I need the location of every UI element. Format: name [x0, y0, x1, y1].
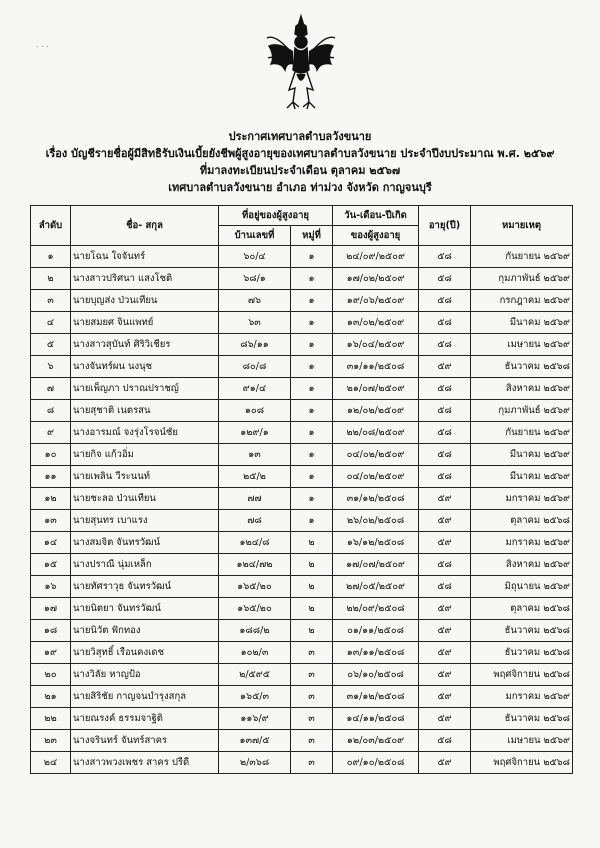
row-name: นายเพลิน วีระนนท์ — [71, 466, 219, 488]
registration-month: ที่มาลงทะเบียนประจำเดือน ตุลาคม ๒๕๖๗ — [199, 164, 401, 177]
row-number: ๒๔ — [31, 752, 71, 774]
row-note: ตุลาคม ๒๕๖๘ — [471, 598, 573, 620]
row-house-number: ๙๑/๔ — [219, 378, 291, 400]
row-birth-date: ๓๑/๑๑/๒๕๐๘ — [333, 356, 419, 378]
row-moo: ๑ — [291, 444, 333, 466]
row-birth-date: ๒๒/๐๘/๒๕๐๙ — [333, 422, 419, 444]
row-age: ๕๘ — [419, 290, 471, 312]
row-birth-date: ๑๓/๐๒/๒๕๐๙ — [333, 312, 419, 334]
row-age: ๕๙ — [419, 488, 471, 510]
header-address: ที่อยู่ของผู้สูงอายุ — [219, 206, 333, 226]
row-moo: ๑ — [291, 488, 333, 510]
row-age: ๕๘ — [419, 730, 471, 752]
row-birth-date: ๑๒/๐๒/๒๕๐๙ — [333, 400, 419, 422]
table-row — [31, 554, 573, 576]
row-note: กันยายน ๒๕๖๙ — [471, 422, 573, 444]
table-row — [31, 312, 573, 334]
row-number: ๒๑ — [31, 686, 71, 708]
row-house-number: ๑๑๖/๙ — [219, 708, 291, 730]
row-note: พฤศจิกายน ๒๕๖๘ — [471, 664, 573, 686]
row-birth-date: ๒๑/๐๗/๒๕๐๙ — [333, 378, 419, 400]
row-number: ๑๐ — [31, 444, 71, 466]
row-birth-date: ๐๖/๑๐/๒๕๐๘ — [333, 664, 419, 686]
row-birth-date: ๐๑/๑๑/๒๕๐๘ — [333, 620, 419, 642]
row-moo: ๒ — [291, 576, 333, 598]
table-row — [31, 598, 573, 620]
row-note: ธันวาคม ๒๕๖๘ — [471, 642, 573, 664]
row-house-number: ๑๐๒/๓ — [219, 642, 291, 664]
header-house: บ้านเลขที่ — [219, 226, 291, 246]
row-moo: ๓ — [291, 708, 333, 730]
row-house-number: ๑๐๘ — [219, 400, 291, 422]
row-age: ๕๙ — [419, 686, 471, 708]
header-dob-sub: ของผู้สูงอายุ — [333, 226, 419, 246]
row-age: ๕๘ — [419, 334, 471, 356]
row-number: ๔ — [31, 312, 71, 334]
table-row — [31, 620, 573, 642]
row-house-number: ๒/๓๖๘ — [219, 752, 291, 774]
row-house-number: ๑๖๕/๒๐ — [219, 598, 291, 620]
row-name: นายเพ็ญภา ปราณปราชญ์ — [71, 378, 219, 400]
row-name: นายสุชาติ เนตรสน — [71, 400, 219, 422]
row-note: กันยายน ๒๕๖๙ — [471, 246, 573, 268]
row-birth-date: ๑๗/๐๗/๒๕๐๙ — [333, 554, 419, 576]
row-age: ๕๘ — [419, 268, 471, 290]
table-row — [31, 378, 573, 400]
row-house-number: ๑๘๘/๒ — [219, 620, 291, 642]
row-age: ๕๙ — [419, 510, 471, 532]
row-name: นายวิสุทธิ์ เรือนคงเดช — [71, 642, 219, 664]
row-number: ๑ — [31, 246, 71, 268]
row-moo: ๓ — [291, 664, 333, 686]
row-name: นางวิลัย หาญป้อ — [71, 664, 219, 686]
row-name: นายสุนทร เบาแรง — [71, 510, 219, 532]
row-number: ๕ — [31, 334, 71, 356]
row-name: นายโฉน ใจจันทร์ — [71, 246, 219, 268]
row-house-number: ๑๒๔/๘ — [219, 532, 291, 554]
row-note: ธันวาคม ๒๕๖๘ — [471, 708, 573, 730]
row-number: ๒๓ — [31, 730, 71, 752]
header-note: หมายเหตุ — [471, 206, 573, 246]
row-age: ๕๙ — [419, 532, 471, 554]
table-row — [31, 466, 573, 488]
row-house-number: ๖๓ — [219, 312, 291, 334]
row-birth-date: ๒๗/๐๕/๒๕๐๙ — [333, 576, 419, 598]
row-note: สิงหาคม ๒๕๖๙ — [471, 554, 573, 576]
header-name: ชื่อ- สกุล — [71, 206, 219, 246]
row-birth-date: ๐๔/๐๒/๒๕๐๙ — [333, 444, 419, 466]
row-note: ธันวาคม ๒๕๖๘ — [471, 620, 573, 642]
row-number: ๒ — [31, 268, 71, 290]
row-number: ๑๕ — [31, 554, 71, 576]
row-number: ๑๒ — [31, 488, 71, 510]
row-note: กุมภาพันธ์ ๒๕๖๙ — [471, 400, 573, 422]
table-row — [31, 752, 573, 774]
table-row — [31, 532, 573, 554]
row-name: นายบุญส่ง ป่วนเทียน — [71, 290, 219, 312]
table-row — [31, 246, 573, 268]
row-house-number: ๑๒๔/๗๒ — [219, 554, 291, 576]
row-house-number: ๘๐/๘ — [219, 356, 291, 378]
row-name: นายกิจ แก้วอิ่ม — [71, 444, 219, 466]
row-number: ๑๔ — [31, 532, 71, 554]
table-row — [31, 334, 573, 356]
row-name: นายสมยศ จินแพทย์ — [71, 312, 219, 334]
row-number: ๒๐ — [31, 664, 71, 686]
header-dob: วัน-เดือน-ปีเกิด — [333, 206, 419, 226]
row-note: มิถุนายน ๒๕๖๙ — [471, 576, 573, 598]
row-house-number: ๑๖๕/๓ — [219, 686, 291, 708]
row-house-number: ๑๖๕/๒๐ — [219, 576, 291, 598]
header-moo: หมู่ที่ — [291, 226, 333, 246]
table-row — [31, 356, 573, 378]
row-note: มกราคม ๒๕๖๙ — [471, 686, 573, 708]
row-name: นายสิริชัย กาญจนบำรุงสกุล — [71, 686, 219, 708]
row-age: ๕๙ — [419, 356, 471, 378]
row-house-number: ๗๗ — [219, 488, 291, 510]
row-house-number: ๒๕/๒ — [219, 466, 291, 488]
table-row — [31, 510, 573, 532]
announcement-title: ประกาศเทศบาลตำบลวังขนาย — [228, 130, 372, 143]
row-birth-date: ๒๔/๐๙/๒๕๐๙ — [333, 246, 419, 268]
row-number: ๑๑ — [31, 466, 71, 488]
row-house-number: ๘๖/๑๑ — [219, 334, 291, 356]
row-birth-date: ๒๒/๐๙/๒๕๐๘ — [333, 598, 419, 620]
row-note: มีนาคม ๒๕๖๙ — [471, 312, 573, 334]
row-birth-date: ๑๗/๐๒/๒๕๐๙ — [333, 268, 419, 290]
row-birth-date: ๑๔/๑๑/๒๕๐๘ — [333, 708, 419, 730]
row-birth-date: ๒๖/๐๒/๒๕๐๘ — [333, 510, 419, 532]
row-house-number: ๗๖ — [219, 290, 291, 312]
row-moo: ๒ — [291, 620, 333, 642]
row-moo: ๑ — [291, 268, 333, 290]
row-moo: ๑ — [291, 400, 333, 422]
row-age: ๕๙ — [419, 752, 471, 774]
table-row — [31, 422, 573, 444]
table-row — [31, 730, 573, 752]
row-age: ๕๘ — [419, 422, 471, 444]
table-row — [31, 708, 573, 730]
announcement-subject: เรื่อง บัญชีรายชื่อผู้มีสิทธิรับเงินเบี้ยยังชีพผู้สูงอายุของเทศบาลตำบลวังขนาย ประจำปีงบประมาณ พ.ศ. ๒๕๖๙ — [45, 147, 555, 160]
row-name: นางสาวพวงเพชร สาคร ปรีดี — [71, 752, 219, 774]
row-note: มีนาคม ๒๕๖๙ — [471, 444, 573, 466]
row-note: พฤศจิกายน ๒๕๖๘ — [471, 752, 573, 774]
elderly-allowance-table — [30, 205, 573, 774]
row-birth-date: ๑๒/๐๓/๒๕๐๙ — [333, 730, 419, 752]
row-number: ๑๓ — [31, 510, 71, 532]
row-birth-date: ๑๖/๐๔/๒๕๐๙ — [333, 334, 419, 356]
row-name: นางสาวสุบันท์ ศิริวิเชียร — [71, 334, 219, 356]
row-number: ๑๗ — [31, 598, 71, 620]
row-note: สิงหาคม ๒๕๖๙ — [471, 378, 573, 400]
row-age: ๕๘ — [419, 400, 471, 422]
row-birth-date: ๑๓/๑๑/๒๕๐๘ — [333, 642, 419, 664]
header-age: อายุ(ปี) — [419, 206, 471, 246]
table-row — [31, 290, 573, 312]
row-moo: ๒ — [291, 598, 333, 620]
row-age: ๕๙ — [419, 708, 471, 730]
row-note: กุมภาพันธ์ ๒๕๖๙ — [471, 268, 573, 290]
row-moo: ๓ — [291, 752, 333, 774]
row-name: นางจันทร์ผน นงนุช — [71, 356, 219, 378]
row-name: นางอารมณ์ จงรุ่งโรจน์ชัย — [71, 422, 219, 444]
municipality-location: เทศบาลตำบลวังขนาย อำเภอ ท่าม่วง จังหวัด กาญจนบุรี — [168, 181, 432, 194]
row-name: นายชะลอ ป่วนเทียน — [71, 488, 219, 510]
row-note: มกราคม ๒๕๖๙ — [471, 488, 573, 510]
row-house-number: ๒/๕๙๕ — [219, 664, 291, 686]
row-age: ๕๙ — [419, 620, 471, 642]
row-moo: ๑ — [291, 356, 333, 378]
row-name: นายนิวัต ฟักทอง — [71, 620, 219, 642]
table-row — [31, 576, 573, 598]
row-moo: ๑ — [291, 290, 333, 312]
row-moo: ๒ — [291, 532, 333, 554]
row-name: นางสมจิต จันทรวัฒน์ — [71, 532, 219, 554]
row-birth-date: ๑๙/๐๖/๒๕๐๙ — [333, 290, 419, 312]
row-house-number: ๑๓๗/๕ — [219, 730, 291, 752]
row-moo: ๓ — [291, 730, 333, 752]
row-birth-date: ๓๑/๑๒/๒๕๐๘ — [333, 686, 419, 708]
row-name: นายทัศราวุธ จันทรวัฒน์ — [71, 576, 219, 598]
table-row — [31, 664, 573, 686]
row-moo: ๑ — [291, 334, 333, 356]
row-moo: ๒ — [291, 554, 333, 576]
row-note: กรกฎาคม ๒๕๖๙ — [471, 290, 573, 312]
row-moo: ๓ — [291, 686, 333, 708]
table-row — [31, 400, 573, 422]
row-number: ๓ — [31, 290, 71, 312]
row-note: ตุลาคม ๒๕๖๘ — [471, 510, 573, 532]
row-birth-date: ๐๙/๑๐/๒๕๐๘ — [333, 752, 419, 774]
table-row — [31, 488, 573, 510]
row-note: มีนาคม ๒๕๖๙ — [471, 466, 573, 488]
row-moo: ๑ — [291, 312, 333, 334]
row-house-number: ๖๐/๔ — [219, 246, 291, 268]
row-name: นายณรงค์ ธรรมจาฐิติ — [71, 708, 219, 730]
row-note: เมษายน ๒๕๖๙ — [471, 334, 573, 356]
row-age: ๕๙ — [419, 598, 471, 620]
row-moo: ๓ — [291, 642, 333, 664]
row-moo: ๑ — [291, 422, 333, 444]
garuda-emblem-icon — [265, 12, 337, 118]
row-house-number: ๑๓ — [219, 444, 291, 466]
row-name: นางสาวปริศนา แสงโชติ — [71, 268, 219, 290]
row-moo: ๑ — [291, 466, 333, 488]
table-row — [31, 686, 573, 708]
row-age: ๕๘ — [419, 554, 471, 576]
row-birth-date: ๓๑/๑๒/๒๕๐๘ — [333, 488, 419, 510]
row-note: มกราคม ๒๕๖๙ — [471, 532, 573, 554]
row-age: ๕๘ — [419, 312, 471, 334]
table-row — [31, 268, 573, 290]
row-note: เมษายน ๒๕๖๙ — [471, 730, 573, 752]
row-house-number: ๗๘ — [219, 510, 291, 532]
header-no: ลำดับ — [31, 206, 71, 246]
row-number: ๒๒ — [31, 708, 71, 730]
row-number: ๑๖ — [31, 576, 71, 598]
row-name: นางปราณี นุ่มเหล็ก — [71, 554, 219, 576]
table-row — [31, 642, 573, 664]
corner-marks: . . . — [36, 40, 49, 49]
row-age: ๕๙ — [419, 664, 471, 686]
row-number: ๑๘ — [31, 620, 71, 642]
row-number: ๘ — [31, 400, 71, 422]
row-age: ๕๙ — [419, 642, 471, 664]
row-age: ๕๘ — [419, 378, 471, 400]
row-number: ๙ — [31, 422, 71, 444]
table-row — [31, 444, 573, 466]
row-moo: ๑ — [291, 378, 333, 400]
row-birth-date: ๑๖/๑๒/๒๕๐๘ — [333, 532, 419, 554]
row-number: ๗ — [31, 378, 71, 400]
row-number: ๖ — [31, 356, 71, 378]
row-note: ธันวาคม ๒๕๖๘ — [471, 356, 573, 378]
row-age: ๕๘ — [419, 576, 471, 598]
row-name: นายนิตยา จันทรวัฒน์ — [71, 598, 219, 620]
row-name: นางจรินทร์ จันทร์สาคร — [71, 730, 219, 752]
row-number: ๑๙ — [31, 642, 71, 664]
row-moo: ๑ — [291, 246, 333, 268]
row-house-number: ๑๒๙/๑ — [219, 422, 291, 444]
row-house-number: ๖๘/๑ — [219, 268, 291, 290]
row-age: ๕๘ — [419, 466, 471, 488]
row-age: ๕๘ — [419, 444, 471, 466]
row-age: ๕๘ — [419, 246, 471, 268]
row-birth-date: ๐๔/๐๒/๒๕๐๙ — [333, 466, 419, 488]
row-moo: ๑ — [291, 510, 333, 532]
